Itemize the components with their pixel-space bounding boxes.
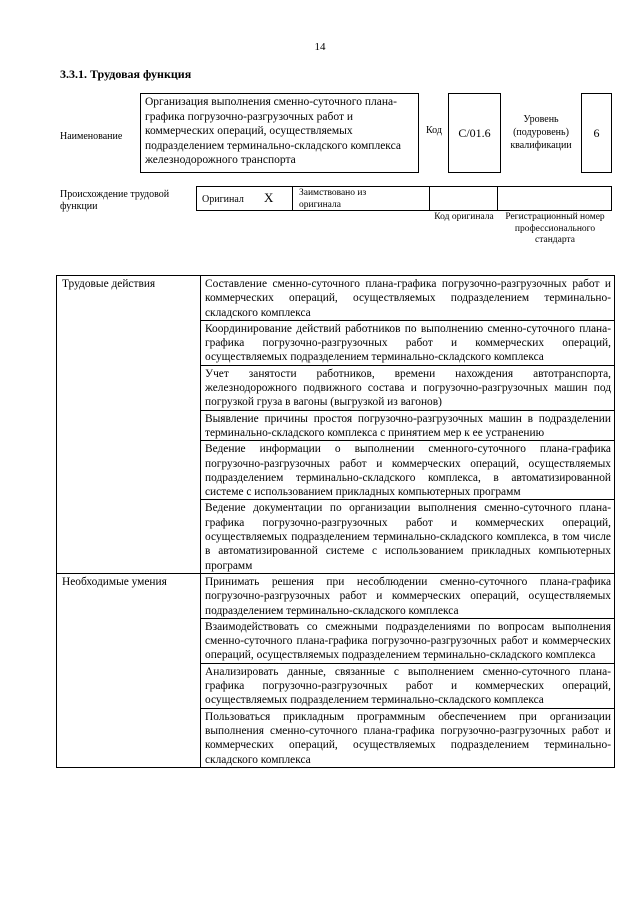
- level-value: 6: [581, 93, 612, 173]
- original-mark: X: [264, 190, 274, 205]
- level-label: Уровень (подуровень) квалификации: [510, 113, 572, 151]
- origin-label: Происхождение трудовой функции: [60, 189, 170, 212]
- list-item: Пользоваться прикладным программным обеспечением при организации выполнения сменно-суточного плана-графика погрузочно-разгрузочных работ и коммерческих операций, осуществляемых подразделением терминально-складского комплекса: [201, 708, 615, 767]
- code-label: Код: [426, 125, 442, 136]
- original-cell: [196, 186, 293, 211]
- table-row: [57, 276, 615, 321]
- list-item: Составление сменно-суточного плана-графика погрузочно-разгрузочных работ и коммерческих операций, осуществляемых подразделением терминально-складского комплекса: [201, 276, 615, 321]
- name-label: Наименование: [60, 131, 123, 142]
- reg-number-cell: [497, 186, 612, 211]
- list-item: Учет занятости работников, времени нахождения автотранспорта, железнодорожного подвижного состава и погрузочно-разгрузочных машин под погрузкой груза в вагоны (выгрузкой из вагонов): [201, 365, 615, 410]
- category-cell: Необходимые умения: [57, 573, 201, 767]
- table-row: [57, 573, 615, 618]
- code-original-cell: [429, 186, 498, 211]
- list-item: Анализировать данные, связанные с выполнением сменно-суточного плана-графика погрузочно-разгрузочных работ и коммерческих операций, осуществляемых подразделением терминально-складского комплекса: [201, 663, 615, 708]
- list-item: Взаимодействовать со смежными подразделениями по вопросам выполнения сменно-суточного плана-графика погрузочно-разгрузочных работ и коммерческих операций, осуществляемых подразделением терминально-складского комплекса: [201, 618, 615, 663]
- borrowed-cell: [292, 186, 430, 211]
- original-label: Оригинал: [202, 194, 244, 205]
- borrowed-label: Заимствовано из оригинала: [299, 188, 367, 210]
- code-value: C/01.6: [448, 93, 501, 173]
- list-item: Ведение документации по организации выполнения сменно-суточного плана-графика погрузочно-разгрузочных работ и коммерческих операций, осуществляемых подразделением терминально-складского комплекса, в том числе в автоматизированной системе с использованием прикладных компьютерных программ: [201, 500, 615, 573]
- list-item: Выявление причины простоя погрузочно-разгрузочных машин в подразделении терминально-складского комплекса с принятием мер к ее устранению: [201, 410, 615, 441]
- functions-table: [56, 275, 615, 768]
- page-number: 14: [314, 41, 326, 53]
- name-value: Организация выполнения сменно-суточного плана-графика погрузочно-разгрузочных работ и коммерческих операций, осуществляемых подразделением терминально-складского комплекса железнодорожного транспорта: [140, 93, 419, 173]
- list-item: Координирование действий работников по выполнению сменно-суточного плана-графика погрузочно-разгрузочных работ и коммерческих операций, осуществляемых подразделением терминально-складского комплекса: [201, 320, 615, 365]
- category-cell: Трудовые действия: [57, 276, 201, 574]
- list-item: Принимать решения при несоблюдении сменно-суточного плана-графика погрузочно-разгрузочных работ и коммерческих операций, осуществляемых подразделением терминально-складского комплекса: [201, 573, 615, 618]
- reg-number-label: Регистрационный номер профессионального стандарта: [505, 212, 605, 245]
- list-item: Ведение информации о выполнении сменного-суточного плана-графика погрузочно-разгрузочных работ и коммерческих операций, осуществляемых подразделением терминально-складского комплекса, в автоматизированной системе с использованием прикладных компьютерных программ: [201, 441, 615, 500]
- section-title: 3.3.1. Трудовая функция: [60, 67, 192, 81]
- code-original-label: Код оригинала: [434, 212, 494, 222]
